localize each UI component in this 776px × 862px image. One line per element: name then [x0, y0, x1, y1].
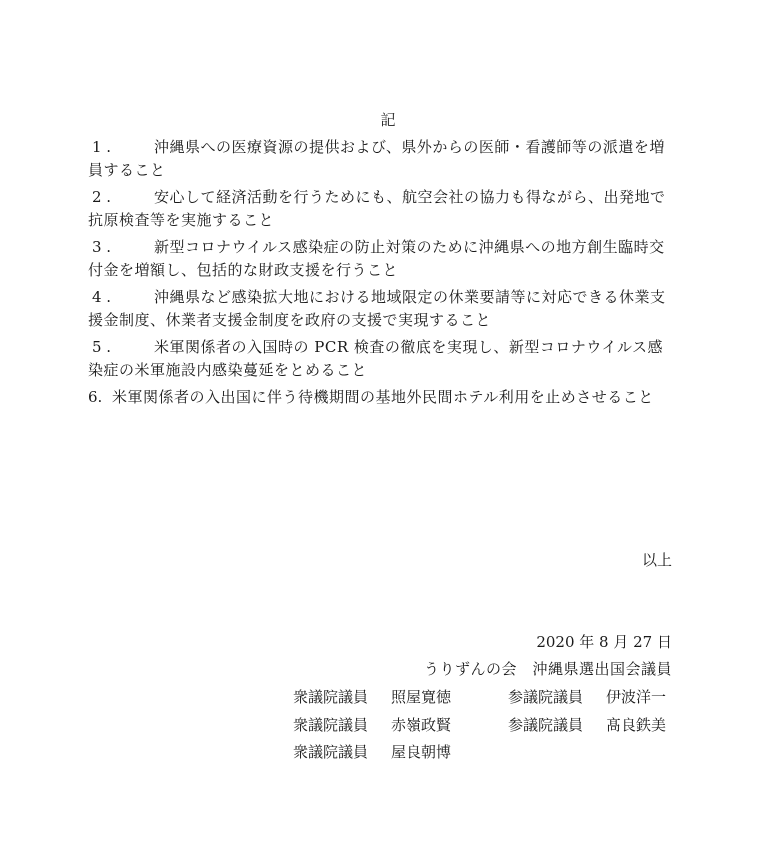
item-text: 米軍関係者の入国時の PCR 検査の徹底を実現し、新型コロナウイルス感染症の米軍施設内感染蔓延をとめること	[88, 338, 664, 379]
signatory-name: 伊波洋一	[606, 688, 667, 706]
signatory-list	[293, 687, 673, 770]
signatory-row	[293, 742, 673, 770]
item-text: 米軍関係者の入出国に伴う待機期間の基地外民間ホテル利用を止めさせること	[112, 388, 654, 406]
item-text: 沖縄県への医療資源の提供および、県外からの医師・看護師等の派遣を増員すること	[88, 138, 665, 179]
item-text: 新型コロナウイルス感染症の防止対策のために沖縄県への地方創生臨時交付金を増額し、包括的な財政支援を行うこと	[88, 238, 665, 279]
signatory-name: 髙良鉄美	[606, 715, 667, 734]
signatory	[508, 715, 666, 735]
item-text: 安心して経済活動を行うためにも、航空会社の協力も得ながら、出発地で抗原検査等を実施すること	[88, 188, 666, 229]
signatory-row	[293, 687, 673, 715]
signatory-role: 参議院議員	[508, 688, 584, 706]
signatory	[293, 687, 451, 707]
signatory-group: うりずんの会 沖縄県選出国会議員	[423, 660, 672, 678]
request-list	[88, 136, 674, 413]
signatory-role: 衆議院議員	[293, 715, 369, 734]
signatory	[293, 715, 451, 735]
list-item	[88, 236, 674, 282]
list-item	[88, 186, 674, 232]
item-number: 2 .	[92, 188, 112, 206]
signatory-role: 衆議院議員	[293, 688, 369, 706]
list-item	[88, 336, 674, 382]
item-number: 4 .	[92, 288, 112, 306]
signatory-role: 参議院議員	[508, 715, 584, 734]
signatory	[508, 687, 666, 707]
signatory-name: 赤嶺政賢	[391, 715, 452, 734]
item-number: 5 .	[92, 338, 112, 356]
signatory	[293, 742, 451, 762]
item-number: 1 .	[92, 138, 112, 156]
signatory-role: 衆議院議員	[293, 743, 369, 761]
item-number: 6.	[88, 388, 103, 406]
signatory-row	[293, 715, 673, 743]
list-item	[88, 386, 674, 409]
signatory-name: 照屋寛徳	[391, 688, 452, 706]
list-item	[88, 136, 674, 182]
document-date: 2020 年 8 月 27 日	[536, 633, 672, 651]
list-item	[88, 286, 674, 332]
closing-mark: 以上	[641, 551, 672, 569]
item-number: 3 .	[92, 238, 112, 256]
document-heading: 記	[380, 111, 396, 129]
item-text: 沖縄県など感染拡大地における地域限定の休業要請等に対応できる休業支援金制度、休業者支援金制度を政府の支援で実現すること	[88, 288, 666, 329]
signatory-name: 屋良朝博	[391, 743, 452, 761]
